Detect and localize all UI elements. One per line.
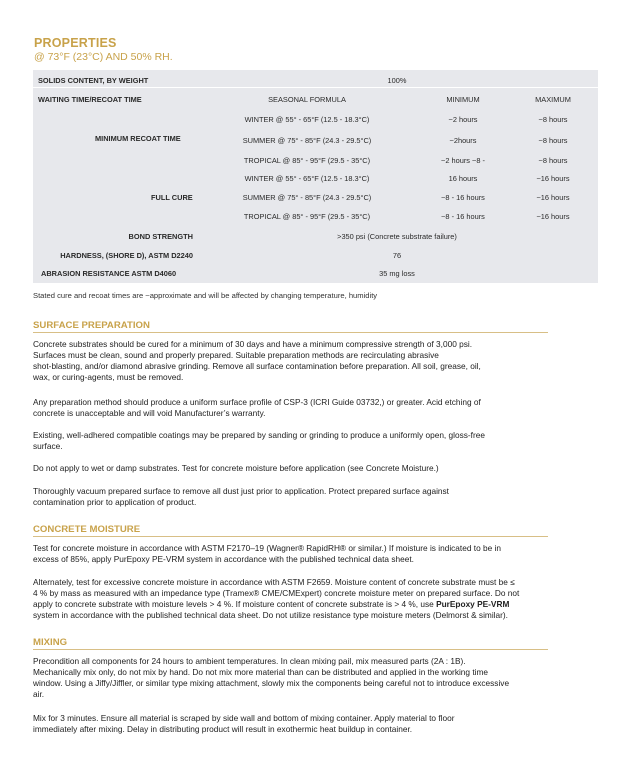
moisture-paragraph-1: Test for concrete moisture in accordance with ASTM F2170–19 (Wagner® RapidRH® or similar.) If moisture is indicated to be in excess of 85%, apply PurEpoxy PE-VRM system in accordance with the published technical data sheet.	[33, 543, 501, 564]
moisture-paragraph-2: Alternately, test for excessive concrete moisture in accordance with ASTM F2659. Moisture content of concrete substrate must be ≤ 4 % by mass as measured with an impedance type (Tramex® CME/CMExpert) concrete moisture meter on prepared surface. Do not apply to concrete substrate with moisture levels > 4 %. If moisture content of concrete substrate is > 4 %, use PurEpoxy PE-VRM system in accordance with the published technical data sheet. Do not utilize resistance type moisture meters (Delmorst & similar).	[33, 577, 520, 620]
mixing-paragraph-2: Mix for 3 minutes. Ensure all material is scraped by side wall and bottom of mixing container. Apply material to floor immediately after mixing. Delay in distributing product will result in exothermic heat buildup in container.	[33, 713, 455, 734]
recoat-max: ~8 hours	[538, 136, 568, 145]
surface-paragraph-4: Do not apply to wet or damp substrates. Test for concrete moisture before application (see Concrete Moisture.)	[33, 463, 439, 473]
properties-title: PROPERTIES	[34, 36, 117, 50]
bond-strength-label: BOND STRENGTH	[128, 232, 193, 241]
properties-table	[33, 70, 598, 283]
product-name: PurEpoxy PE-VRM	[436, 599, 510, 609]
recoat-min: ~2 hours	[448, 115, 478, 124]
surface-prep-heading: SURFACE PREPARATION	[33, 320, 150, 331]
recoat-formula: TROPICAL @ 85° - 95°F (29.5 - 35°C)	[243, 156, 371, 165]
surface-paragraph-2: Any preparation method should produce a uniform surface profile of CSP-3 (ICRI Guide 03732,) or greater. Acid etching of concrete is unacceptable and will void Manufacturer’s warranty.	[33, 397, 481, 418]
recoat-min: ~2 hours ~8 -	[441, 156, 485, 165]
abrasion-label: ABRASION RESISTANCE ASTM D4060	[41, 269, 177, 278]
surface-paragraph-1: Concrete substrates should be cured for a minimum of 30 days and have a minimum compressive strength of 3,000 psi. Surfaces must be clean, sound and properly prepared. Suitable preparation methods are recirculating abrasive shot-blasting, and/or diamond abrasive grinding. Remove all surface contamination before preparation. All soil, grease, oil, wax, or curing-agents, must be removed.	[33, 339, 481, 382]
section-divider	[33, 649, 548, 650]
recoat-max: ~8 hours	[538, 115, 568, 124]
recoat-label: MINIMUM RECOAT TIME	[95, 134, 181, 143]
solids-value: 100%	[387, 76, 407, 85]
cure-note: Stated cure and recoat times are ~approximate and will be affected by changing temperature, humidity	[33, 291, 378, 300]
recoat-formula: WINTER @ 55° - 65°F (12.5 - 18.3°C)	[244, 115, 370, 124]
cure-formula: WINTER @ 55° - 65°F (12.5 - 18.3°C)	[244, 174, 370, 183]
section-divider	[33, 332, 548, 333]
properties-subtitle: @ 73°F (23°C) AND 50% RH.	[34, 51, 173, 63]
recoat-formula: SUMMER @ 75° - 85°F (24.3 - 29.5°C)	[242, 136, 372, 145]
seasonal-formula-header: SEASONAL FORMULA	[268, 95, 346, 104]
recoat-max: ~8 hours	[538, 156, 568, 165]
cure-max: ~16 hours	[536, 174, 570, 183]
cure-formula: TROPICAL @ 85° - 95°F (29.5 - 35°C)	[243, 212, 371, 221]
solids-label: SOLIDS CONTENT, BY WEIGHT	[38, 76, 149, 85]
cure-formula: SUMMER @ 75° - 85°F (24.3 - 29.5°C)	[242, 193, 372, 202]
cure-min: ~8 - 16 hours	[441, 193, 485, 202]
hardness-label: HARDNESS, (SHORE D), ASTM D2240	[60, 251, 193, 260]
recoat-min: ~2hours	[449, 136, 477, 145]
abrasion-value: 35 mg loss	[379, 269, 415, 278]
maximum-header: MAXIMUM	[535, 95, 571, 104]
waiting-time-label: WAITING TIME/RECOAT TIME	[38, 95, 142, 104]
section-divider	[33, 536, 548, 537]
minimum-header: MINIMUM	[446, 95, 480, 104]
cure-min: 16 hours	[448, 174, 478, 183]
surface-paragraph-5: Thoroughly vacuum prepared surface to remove all dust just prior to application. Protect prepared surface against contamination prior to application of product.	[33, 486, 449, 507]
mixing-paragraph-1: Precondition all components for 24 hours to ambient temperatures. In clean mixing pail, mix measured parts (2A : 1B). Mechanically mix only, do not mix by hand. Do not mix more material than can be distributed and applied in the working time window. Using a Jiffy/Jiffler, or similar type mixing attachment, slowly mix the components being careful not to introduce excessive air.	[33, 656, 510, 699]
concrete-moisture-heading: CONCRETE MOISTURE	[33, 524, 141, 535]
cure-min: ~8 - 16 hours	[441, 212, 485, 221]
cure-max: ~16 hours	[536, 212, 570, 221]
mixing-heading: MIXING	[33, 637, 68, 648]
surface-paragraph-3: Existing, well-adhered compatible coatings may be prepared by sanding or grinding to produce a uniformly open, gloss-free surface.	[33, 430, 485, 451]
cure-max: ~16 hours	[536, 193, 570, 202]
hardness-value: 76	[392, 251, 402, 260]
bond-strength-value: >350 psi (Concrete substrate failure)	[337, 232, 457, 241]
full-cure-label: FULL CURE	[151, 193, 193, 202]
